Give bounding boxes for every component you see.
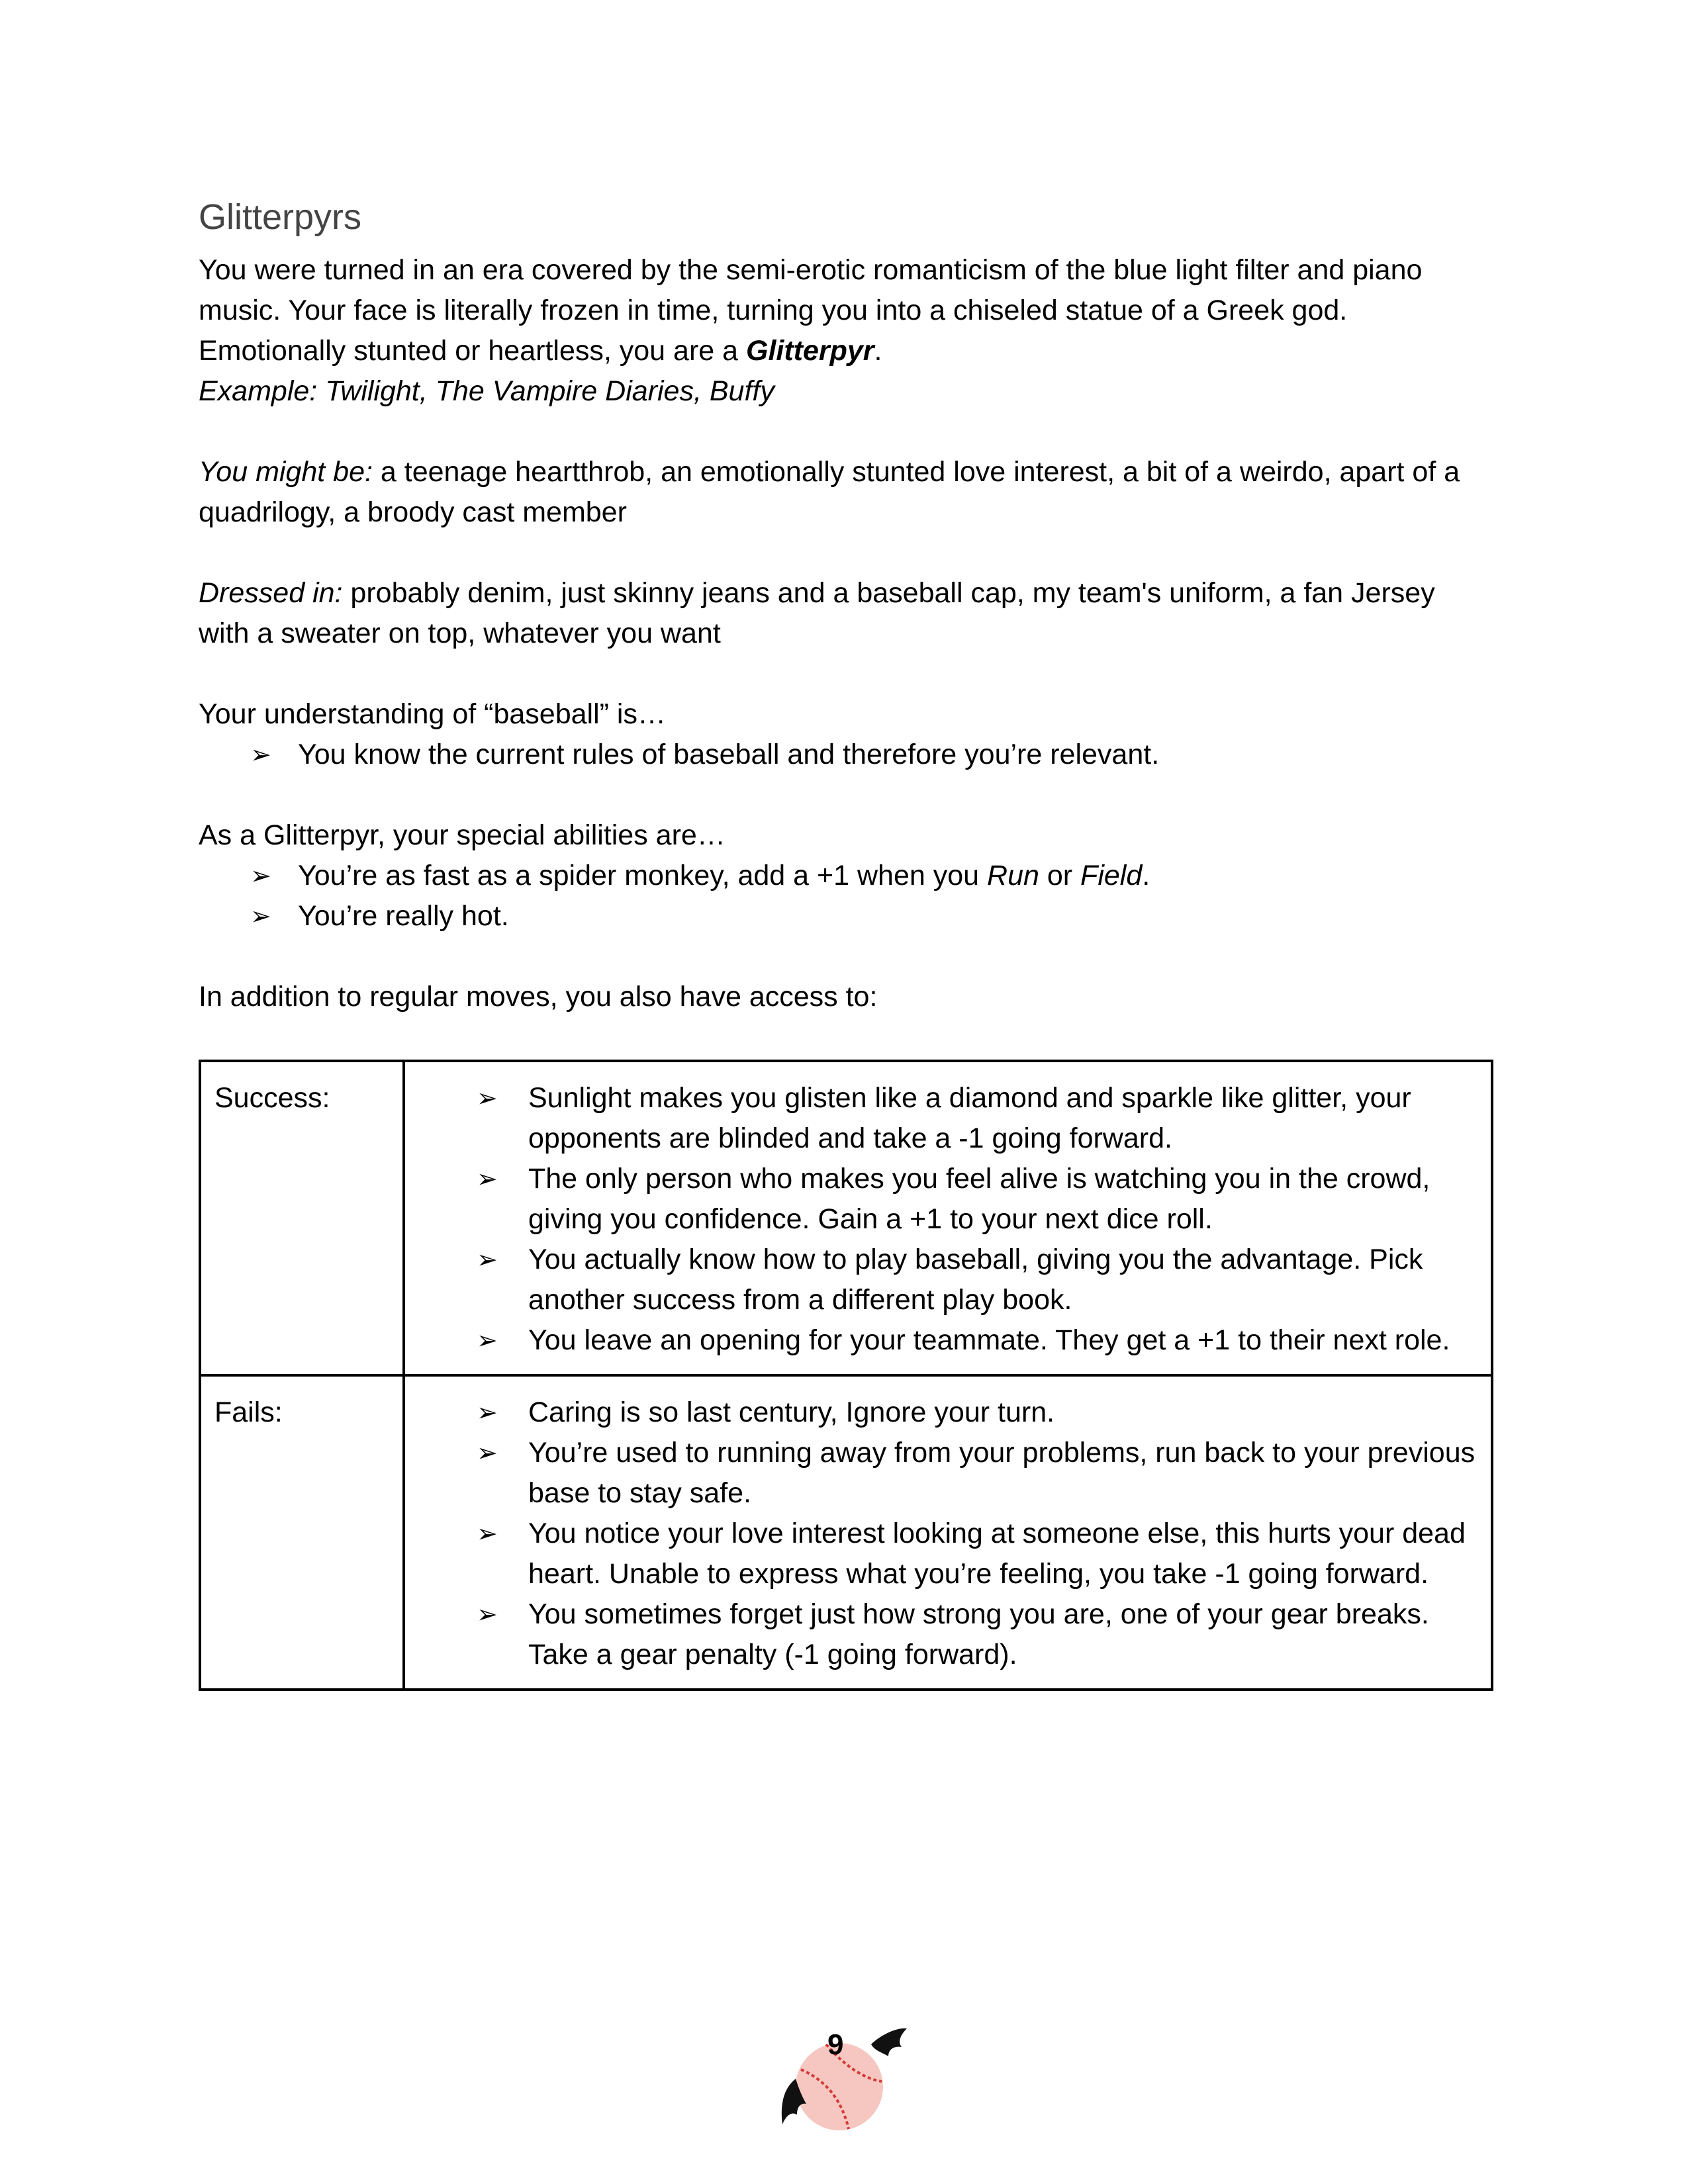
intro-period: . — [874, 335, 882, 367]
list-item — [477, 1078, 1477, 1159]
spacer — [199, 654, 1489, 694]
list-item — [477, 1514, 1477, 1594]
ability-text: . — [1142, 860, 1150, 891]
moves-intro: In addition to regular moves, you also have access to: — [199, 981, 878, 1013]
fails-list — [418, 1392, 1477, 1675]
fails-label: Fails: — [200, 1375, 404, 1690]
success-label: Success: — [200, 1061, 404, 1375]
spacer — [199, 412, 1489, 452]
arrow-bullet-icon: ➢ — [477, 1398, 498, 1427]
move-text: The only person who makes you feel alive is watching you in the crowd, giving you confidence. Gain a +1 to your next dice roll. — [528, 1163, 1430, 1235]
moves-table — [199, 1060, 1493, 1691]
page-number: 9 — [827, 2028, 844, 2061]
abilities-list — [199, 856, 1489, 936]
move-text: You’re used to running away from your problems, run back to your previous base to stay safe. — [528, 1437, 1476, 1509]
run-move: Run — [987, 860, 1039, 891]
example-line — [199, 371, 1489, 412]
move-text: You actually know how to play baseball, giving you the advantage. Pick another success from a different play book. — [528, 1244, 1423, 1316]
arrow-bullet-icon: ➢ — [477, 1519, 498, 1548]
arrow-bullet-icon: ➢ — [477, 1438, 498, 1467]
list-item — [250, 896, 1489, 936]
arrow-bullet-icon: ➢ — [250, 901, 271, 931]
glitterpyr-term: Glitterpyr — [746, 335, 874, 367]
might-be-text: a teenage heartthrob, an emotionally stunted love interest, a bit of a weirdo, apart of a quadrilogy, a broody cast member — [199, 456, 1460, 528]
dressed-in-text: probably denim, just skinny jeans and a baseball cap, my team's uniform, a fan Jersey with a sweater on top, whatever you want — [199, 577, 1435, 649]
intro-text: You were turned in an era covered by the semi-erotic romanticism of the blue light filter and piano music. Your face is literally frozen in time, turning you into a chiseled statue of a Greek god. Emotionally stunted or heartless, you are a — [199, 254, 1423, 367]
move-text: You leave an opening for your teammate. They get a +1 to their next role. — [528, 1324, 1450, 1356]
arrow-bullet-icon: ➢ — [250, 740, 271, 769]
example-text: Example: Twilight, The Vampire Diaries, Buffy — [199, 375, 774, 407]
arrow-bullet-icon: ➢ — [477, 1326, 498, 1355]
list-item — [477, 1594, 1477, 1675]
list-item — [477, 1433, 1477, 1514]
list-item — [477, 1240, 1477, 1320]
success-list — [418, 1078, 1477, 1361]
dressed-in-label: Dressed in: — [199, 577, 343, 609]
might-be-paragraph — [199, 452, 1489, 533]
might-be-label: You might be: — [199, 456, 373, 488]
spacer — [199, 775, 1489, 815]
move-text: Caring is so last century, Ignore your turn. — [528, 1396, 1055, 1428]
move-text: You notice your love interest looking at someone else, this hurts your dead heart. Unable to express what you’re feeling, you take -1 going forward. — [528, 1518, 1466, 1590]
understanding-heading: Your understanding of “baseball” is… — [199, 698, 666, 730]
list-item — [477, 1320, 1477, 1361]
bat-winged-baseball-icon — [774, 2015, 914, 2141]
spacer — [199, 533, 1489, 573]
ability-text: or — [1039, 860, 1081, 891]
move-text: Sunlight makes you glisten like a diamond and sparkle like glitter, your opponents are blinded and take a -1 going forward. — [528, 1082, 1411, 1154]
table-row — [200, 1061, 1492, 1375]
list-item — [477, 1159, 1477, 1240]
success-cell — [404, 1061, 1492, 1375]
arrow-bullet-icon: ➢ — [477, 1245, 498, 1274]
fails-cell — [404, 1375, 1492, 1690]
section-title: Glitterpyrs — [199, 197, 362, 237]
ability-text: You’re as fast as a spider monkey, add a +1 when you — [298, 860, 988, 891]
list-item — [477, 1392, 1477, 1433]
list-item-text: You know the current rules of baseball and therefore you’re relevant. — [298, 739, 1160, 770]
arrow-bullet-icon: ➢ — [477, 1600, 498, 1629]
page-footer — [774, 2015, 914, 2141]
list-item — [250, 856, 1489, 896]
understanding-list — [199, 735, 1489, 775]
dressed-in-paragraph — [199, 573, 1489, 654]
intro-paragraph — [199, 250, 1489, 371]
arrow-bullet-icon: ➢ — [477, 1164, 498, 1193]
ability-text: You’re really hot. — [298, 900, 509, 932]
list-item — [250, 735, 1489, 775]
table-row — [200, 1375, 1492, 1690]
arrow-bullet-icon: ➢ — [477, 1083, 498, 1113]
page-content — [199, 196, 1489, 1017]
field-move: Field — [1080, 860, 1143, 891]
spacer — [199, 936, 1489, 977]
arrow-bullet-icon: ➢ — [250, 861, 271, 890]
abilities-heading: As a Glitterpyr, your special abilities are… — [199, 819, 726, 851]
move-text: You sometimes forget just how strong you are, one of your gear breaks. Take a gear penalty (-1 going forward). — [528, 1598, 1429, 1670]
